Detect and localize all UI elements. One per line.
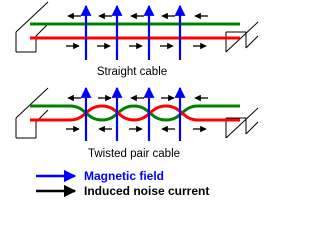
twisted-pair-caption: Twisted pair cable: [87, 148, 181, 160]
twisted-pair-panel: [16, 88, 258, 160]
legend-item-induced-noise-current: [36, 184, 209, 198]
legend-label-magnetic-field: Magnetic field: [84, 169, 165, 183]
right-terminal-block: [226, 108, 258, 138]
straight-cable-panel: [16, 2, 258, 78]
legend: [36, 169, 209, 198]
magnetic-field-arrows: [86, 88, 180, 141]
straight-cable-caption: Straight cable: [96, 66, 168, 78]
left-terminal-block: [16, 2, 48, 52]
legend-item-magnetic-field: [36, 169, 164, 183]
green-wire-twisted: [30, 106, 240, 120]
legend-label-induced-noise-current: Induced noise current: [84, 184, 210, 198]
magnetic-field-arrows: [86, 6, 180, 60]
red-wire-twisted: [30, 106, 240, 120]
left-terminal-block: [16, 88, 48, 138]
